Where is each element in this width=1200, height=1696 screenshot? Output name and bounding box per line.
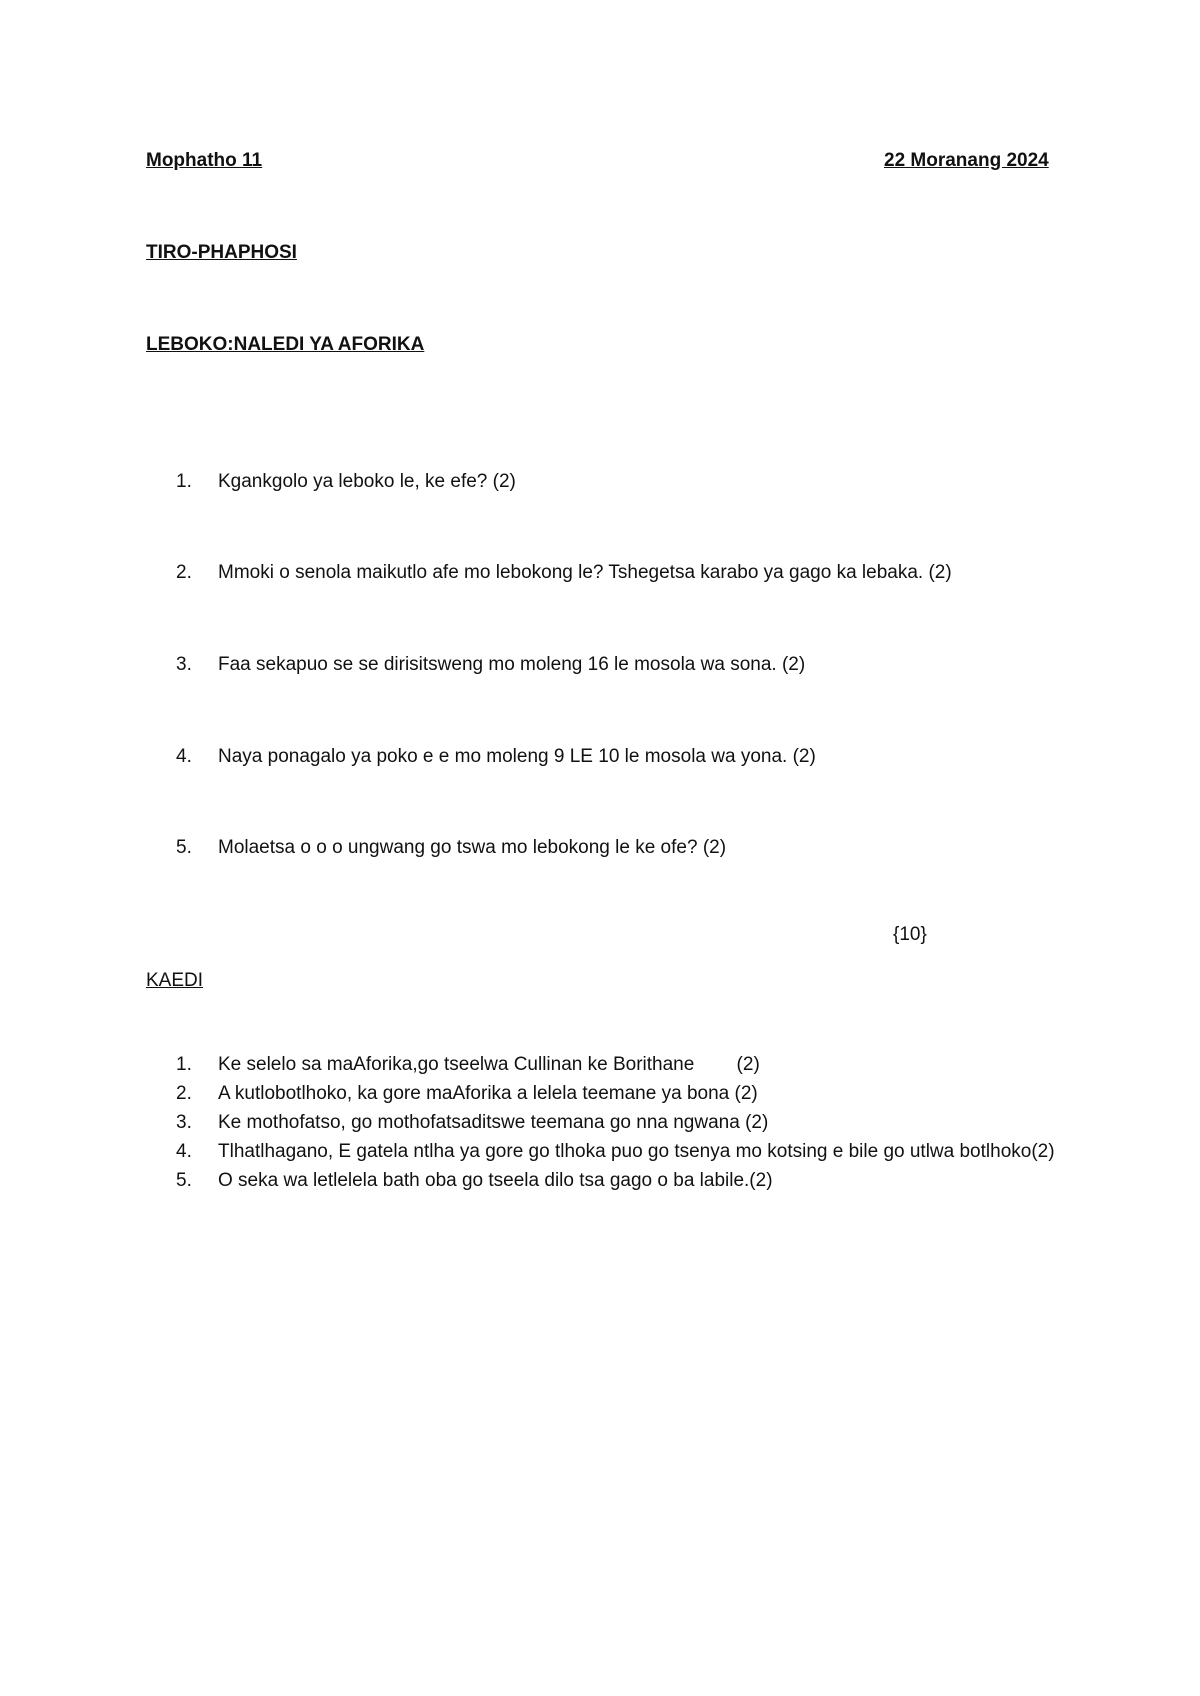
- answer-item: [176, 1079, 1056, 1108]
- class-label: Mophatho 11: [146, 150, 263, 171]
- question-item: [176, 835, 726, 861]
- question-number: 5.: [176, 837, 192, 858]
- question-item: [176, 744, 816, 770]
- answer-number: 3.: [176, 1112, 192, 1133]
- answer-item: [176, 1050, 1056, 1079]
- answer-number: 2.: [176, 1083, 192, 1104]
- answers-title: KAEDI: [146, 970, 204, 991]
- answer-text: O seka wa letlelela bath oba go tseela dilo tsa gago o ba labile.(2): [218, 1170, 773, 1191]
- answer-item: [176, 1137, 1056, 1166]
- book-title: LEBOKO:NALEDI YA AFORIKA: [146, 334, 425, 355]
- question-number: 2.: [176, 562, 192, 583]
- question-item: [176, 469, 516, 495]
- answer-text: Ke mothofatso, go mothofatsaditswe teemana go nna ngwana (2): [218, 1112, 769, 1133]
- question-text: Molaetsa o o o ungwang go tswa mo lebokong le ke ofe? (2): [218, 837, 727, 858]
- answer-number: 4.: [176, 1141, 192, 1162]
- question-text: Naya ponagalo ya poko e e mo moleng 9 LE 10 le mosola wa yona. (2): [218, 746, 816, 767]
- question-item: [176, 560, 952, 586]
- question-item: [176, 652, 805, 678]
- question-number: 1.: [176, 471, 192, 492]
- section-title: TIRO-PHAPHOSI: [146, 242, 297, 263]
- question-text: Kgankgolo ya leboko le, ke efe? (2): [218, 471, 516, 492]
- question-number: 3.: [176, 654, 192, 675]
- answer-text: Tlhatlhagano, E gatela ntlha ya gore go tlhoka puo go tsenya mo kotsing e bile go utlwa botlhoko(2): [218, 1141, 1055, 1162]
- answer-text: Ke selelo sa maAforika,go tseelwa Cullinan ke Borithane (2): [218, 1054, 760, 1075]
- answer-item: [176, 1166, 1056, 1195]
- question-text: Faa sekapuo se se dirisitsweng mo moleng 16 le mosola wa sona. (2): [218, 654, 806, 675]
- total-marks: {10}: [893, 924, 927, 945]
- question-text: Mmoki o senola maikutlo afe mo lebokong le? Tshegetsa karabo ya gago ka lebaka. (2): [218, 562, 952, 583]
- answer-text: A kutlobotlhoko, ka gore maAforika a lelela teemane ya bona (2): [218, 1083, 758, 1104]
- question-number: 4.: [176, 746, 192, 767]
- answer-number: 5.: [176, 1170, 192, 1191]
- answers-list: [176, 1050, 1056, 1195]
- date-label: 22 Moranang 2024: [884, 150, 1049, 171]
- answer-item: [176, 1108, 1056, 1137]
- answer-number: 1.: [176, 1054, 192, 1075]
